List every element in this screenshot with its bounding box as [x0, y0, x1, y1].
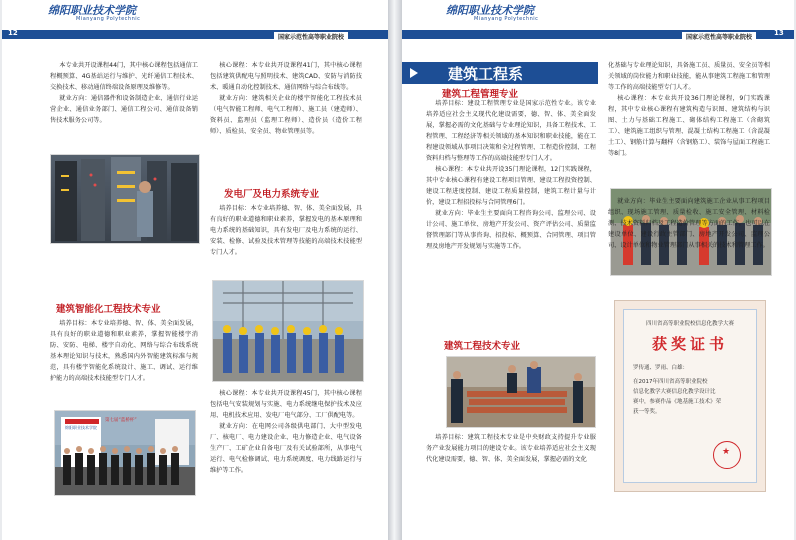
paragraph: 就业方向：毕业生主要面向建筑施工企业从事工程项目组织、现场施工管理、质量检收、施工安全管理、材料检测、技术资料归档及工程造价管理等方面的工作，也可以在建设单位、建设行政主管部门、房地产开发公司、监理公司、设计单位和物业管理部门从事相关的技术和管理工作。 [608, 198, 770, 249]
paragraph: 核心课程：本专业共开设课程41门，其中核心课程包括建筑供配电与照明技术、建筑CAD、安防与消防技术、暖通自动化控制技术、通信网络与综合布线等。 [210, 62, 362, 91]
paragraph: 核心课程：本专业共开设35门理论课程，12门实践课程，其中专业核心课程有建设工程项目管理、建设工程投资控制、建设工程进度控制、建设工程质量控制，建筑工程计量与计价，建设工程招投标与合同管理6门。 [426, 166, 596, 206]
certificate-line: 赛中，参赛作品《地基施工技术》荣 [633, 399, 722, 405]
certificate-line: 获一等奖。 [633, 409, 661, 415]
substation-photo [212, 280, 364, 382]
page-number-right: 13 [774, 29, 784, 37]
paragraph: 化基础与专业理论知识，具备施工员、质量员、安全员等相关领域的岗位能力和职业技能，能从事建筑工程施工和管理等工作的高端技能型专门人才。 [608, 62, 770, 91]
power-target-text [210, 203, 362, 258]
section-title-power: 发电厂及电力系统专业 [224, 189, 320, 200]
right-column-2 [608, 60, 770, 159]
employment-text [608, 196, 770, 251]
paragraph: 就业方向：通信器件和设备制造企业、通信行业运营企业、通信业务部门、通信工程公司、通信设备销售技术服务公司等。 [50, 95, 198, 124]
arrow-icon [410, 68, 418, 78]
paragraph: 核心课程：本专业共开设36门理论课程，9门实践课程，其中专业核心课程有建筑构造与识图、建筑结构与识图、土力与基础工程施工、砌体结构工程施工（含砌筑工）、建筑施工组织与管理、混凝土结构工程施工（含混凝土工）、钢筋计算与翻样（含钢筋工）、装饰与屋面工程施工等8门。 [608, 95, 770, 157]
book-spine [388, 0, 402, 540]
left-page [2, 0, 388, 540]
masonry-training-photo [446, 356, 596, 428]
smart-building-text [50, 318, 198, 384]
left-header [2, 0, 388, 40]
paragraph: 培养目标：本专业培养德、智、体、美全面发展，具有良好的职业道德和职业素养，掌握发电的基本原理和电力系统的基础知识，具有发电厂及电力系统的运行、安装、检修、试验及技术管理等技能的高端技术技能型专门人才。 [210, 205, 362, 256]
paragraph: 培养目标：本专业培养德、智、体、美全面发展，具有良好的职业道德和职业素养，掌握智能楼宇消防、安防、电梯、楼宇自动化、网络与综合布线系统基本理论知识与技术，熟悉国内外智能建筑标准与规范，具有楼宇智能化系统设计、施工、调试、运行维护能力的高端技术技能型专门人才。 [50, 320, 198, 382]
page-number-left: 12 [8, 29, 18, 37]
school-logo-sub: Mianyang Polytechnic [474, 16, 539, 22]
paragraph: 核心课程：本专业共开设课程45门，其中核心课程包括电气安装规划与实施、电力系统继电保护技术及应用、电机技术应用、发电厂电气部分、工厂供配电等。 [210, 390, 362, 419]
school-logo: 绵阳职业技术学院 [48, 4, 136, 17]
certificate-title: 获奖证书 [651, 335, 728, 353]
school-logo-sub: Mianyang Polytechnic [76, 16, 141, 22]
server-room-photo [50, 154, 200, 244]
certificate-line: 罗传通、罗雨、白雄： [633, 365, 689, 371]
banner-small-text: 第七届“蓝桥杯” [105, 418, 137, 423]
certificate-line: 在2017年四川省高等职业院校 [633, 379, 708, 385]
running-title-left: 国家示范性高等职业院校 [274, 32, 348, 41]
right-header [402, 0, 794, 40]
school-small-text: 绵阳职业技术学院 [65, 425, 97, 430]
official-seal-icon [713, 441, 741, 469]
paragraph: 本专业共开设课程44门，其中核心课程包括通信工程概预算、4G基站运行与维护、光纤通信工程技术、交换技术、移动通信终端设备原理及维修等。 [50, 62, 198, 91]
section-title-smart-building: 建筑智能化工程技术专业 [56, 304, 161, 315]
department-banner [402, 62, 598, 84]
section-title-construction-mgmt: 建筑工程管理专业 [442, 89, 519, 100]
section-title-construction-tech: 建筑工程技术专业 [444, 341, 521, 352]
competition-group-photo [54, 410, 196, 496]
award-certificate [614, 300, 766, 492]
left-column-1 [50, 60, 198, 126]
power-course-text [210, 388, 362, 476]
construction-mgmt-text [426, 98, 596, 252]
certificate-line: 信息化教学大赛信息化教学设计比 [633, 389, 716, 395]
certificate-org: 四川省高等职业院校信息化教学大赛 [645, 321, 734, 327]
paragraph: 就业方向：毕业生主要面向工程咨询公司、监理公司、设计公司、施工单位、房地产开发公司、资产评估公司、质量监督管理部门等从事咨询、招投标、概预算、合同管理、项目管理及房地产开发规划与实施等工作。 [426, 210, 596, 250]
right-page [402, 0, 794, 540]
paragraph: 培养目标：建设工程管理专业是国家示范性专业。该专业培养适应社会主义现代化建设需要，德、智、体、美全面发展，掌握必需的文化基础与专业理论知识，具备工程技术、工程管理、工程经济等相关领域的基本知识和职业技能，能在工程建设领域从事项目决策和全过程管理、工程造价控制、工程资料归档与整理等工作的高端技能型专门人才。 [426, 100, 596, 162]
school-logo: 绵阳职业技术学院 [446, 4, 534, 17]
paragraph: 培养目标：建筑工程技术专业是中央财政支持提升专业服务产业发展能力项目的建设专业。该专业培养适应社会主义现代化建设需要，德、智、体、美全面发展，掌握必需的文化 [426, 434, 596, 463]
construction-tech-text [426, 432, 596, 465]
left-column-2 [210, 60, 362, 137]
running-title-right: 国家示范性高等职业院校 [682, 32, 756, 41]
department-title: 建筑工程系 [448, 65, 524, 83]
paragraph: 就业方向：在电网公司各级供电部门、大中型发电厂、核电厂、电力建设企业、电力修造企业、电气设备生产厂、工矿企业自备电厂及有关试验部所，从事电气运行、电气检修调试、电力系统调度、电力线路运行与维护等工作。 [210, 423, 362, 474]
paragraph: 就业方向：建筑相关企业的楼宇智能化工程技术员（电气智能工程师、电气工程师）、施工员（建造师）、资料员、监理员（监理工程师）、造价员（造价工程师）、质检员、安全员、物业管理员等。 [210, 95, 362, 135]
